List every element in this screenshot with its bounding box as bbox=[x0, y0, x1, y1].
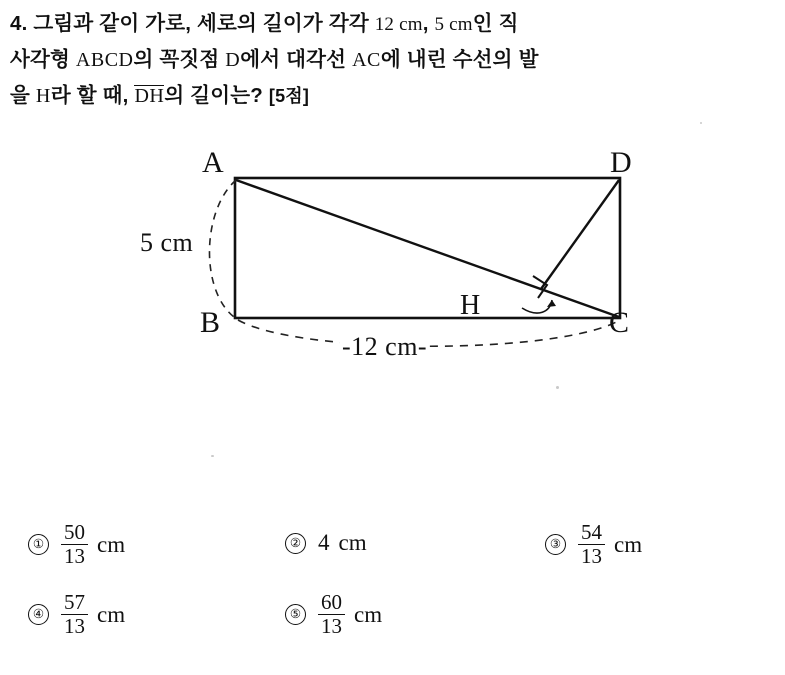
question-line-1-part-a: 그림과 같이 가로, 세로의 길이가 각각 bbox=[33, 12, 375, 35]
choice-3-marker: ③ bbox=[545, 534, 566, 555]
choice-4-numerator: 57 bbox=[64, 590, 85, 614]
question-points: [5점] bbox=[268, 86, 310, 106]
question-line-3-part-a: 을 bbox=[10, 84, 36, 107]
choice-1-denominator: 13 bbox=[64, 544, 85, 569]
choice-5-fraction bbox=[318, 592, 345, 638]
answer-choices bbox=[0, 512, 785, 652]
vertex-d-ref: D bbox=[225, 49, 241, 71]
vertex-label-a: A bbox=[202, 146, 224, 179]
width-value: 12 cm bbox=[374, 14, 423, 35]
question-line-1-comma: , bbox=[422, 12, 435, 35]
question-line-2-part-a: 사각형 bbox=[10, 48, 76, 71]
question-line-3 bbox=[10, 78, 772, 114]
choice-2-value: 4 bbox=[318, 530, 330, 555]
choice-5-numerator: 60 bbox=[321, 590, 342, 614]
choice-5-denominator: 13 bbox=[321, 614, 342, 639]
choice-2-unit: cm bbox=[338, 530, 367, 555]
choice-5-unit: cm bbox=[354, 601, 383, 627]
choice-4[interactable] bbox=[28, 592, 125, 638]
question-number: 4. bbox=[10, 12, 28, 35]
choice-1[interactable] bbox=[28, 522, 125, 568]
choice-3-denominator: 13 bbox=[581, 544, 602, 569]
foot-h-ref: H bbox=[35, 85, 51, 107]
vertex-label-c: C bbox=[609, 306, 630, 339]
choice-3-fraction bbox=[578, 522, 605, 568]
choice-2-marker: ② bbox=[285, 533, 306, 554]
question-text-block bbox=[10, 6, 772, 114]
choice-3-unit: cm bbox=[614, 531, 643, 557]
segment-dh-ref: DH bbox=[134, 85, 165, 107]
choice-4-unit: cm bbox=[97, 601, 126, 627]
scan-speck bbox=[211, 455, 214, 457]
question-line-1-part-e: 인 직 bbox=[472, 12, 519, 35]
question-line-2-part-e: 에서 대각선 bbox=[240, 48, 353, 71]
width-dimension-label: -12 cm- bbox=[342, 332, 428, 361]
scan-speck bbox=[556, 386, 559, 389]
question-line-3-part-e: 의 길이는? bbox=[164, 84, 269, 107]
choice-4-denominator: 13 bbox=[64, 614, 85, 639]
choice-4-fraction bbox=[61, 592, 88, 638]
question-line-2-part-c: 의 꼭짓점 bbox=[133, 48, 226, 71]
vertex-label-d: D bbox=[610, 146, 632, 179]
choice-3[interactable] bbox=[545, 522, 642, 568]
height-value: 5 cm bbox=[434, 14, 473, 35]
diagonal-ac-ref: AC bbox=[352, 49, 381, 71]
vertex-label-b: B bbox=[200, 306, 221, 339]
choice-1-unit: cm bbox=[97, 531, 126, 557]
height-dimension-label: 5 cm bbox=[140, 228, 194, 257]
question-line-2 bbox=[10, 42, 772, 78]
choice-1-numerator: 50 bbox=[64, 520, 85, 544]
choice-2[interactable] bbox=[285, 530, 367, 556]
scan-speck bbox=[700, 122, 702, 124]
segment-dh bbox=[541, 180, 619, 289]
choice-1-fraction bbox=[61, 522, 88, 568]
rectangle-figure bbox=[140, 140, 650, 385]
question-line-3-part-c: 라 할 때, bbox=[50, 84, 135, 107]
choice-1-marker: ① bbox=[28, 534, 49, 555]
height-dimension-arc bbox=[209, 180, 236, 317]
choice-4-marker: ④ bbox=[28, 604, 49, 625]
question-line-2-part-g: 에 내린 수선의 발 bbox=[380, 48, 539, 71]
h-pointer-arrowhead bbox=[547, 300, 556, 307]
vertex-label-h: H bbox=[460, 290, 481, 321]
choice-5-marker: ⑤ bbox=[285, 604, 306, 625]
diagonal-ac bbox=[236, 180, 619, 317]
choice-5[interactable] bbox=[285, 592, 382, 638]
rectangle-name: ABCD bbox=[75, 49, 134, 71]
question-line-1 bbox=[10, 6, 772, 42]
choice-3-numerator: 54 bbox=[581, 520, 602, 544]
